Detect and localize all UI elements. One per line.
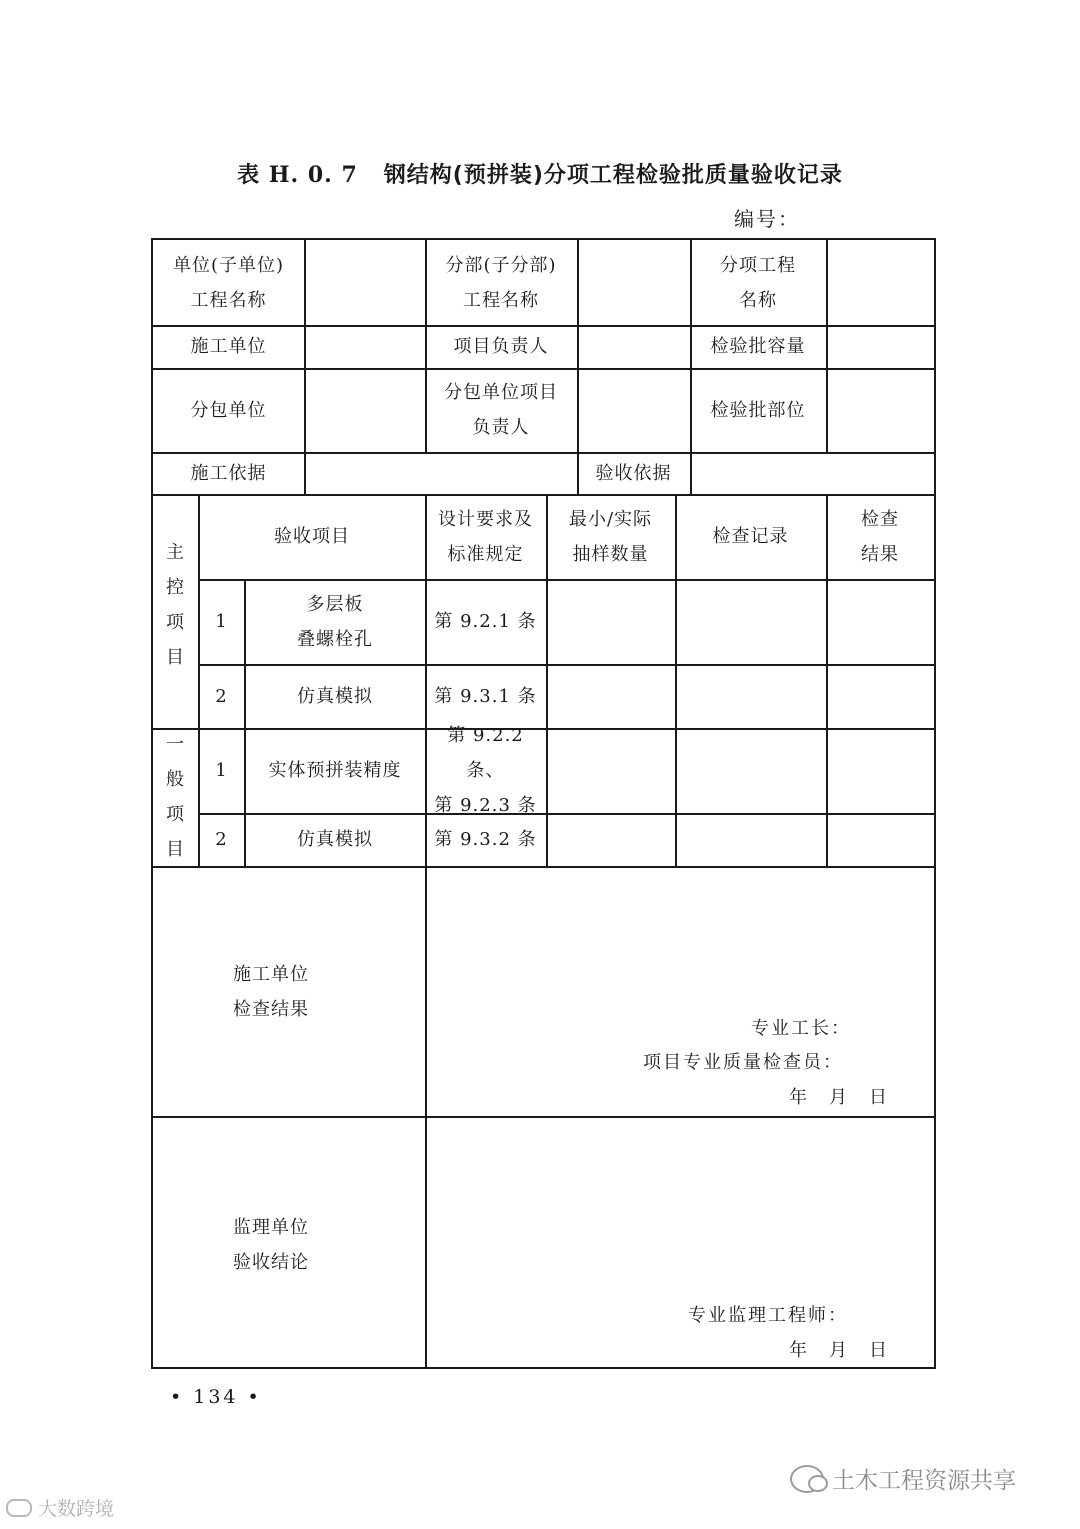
batch-location-label: 检验批部位 [710,399,806,421]
construction-basis-label: 施工依据 [190,462,267,484]
main-row-2-number: 2 [215,685,228,707]
construction-basis-value[interactable] [305,452,577,494]
batch-capacity-label: 检验批容量 [710,336,806,357]
logo-icon [6,1499,32,1517]
main-row-1-number: 1 [215,611,228,632]
main-row-2-record[interactable] [676,664,826,728]
general-row-1-result[interactable] [827,728,934,813]
general-row-1-item: 实体预拼装精度 [268,760,402,781]
main-row-2-sampling[interactable] [547,664,675,728]
general-row-2-sampling[interactable] [547,813,675,866]
general-row-1-sampling[interactable] [547,728,675,813]
general-row-2-record[interactable] [676,813,826,866]
table-code: 表 H. 0. 7 [237,162,358,188]
main-row-1-sampling[interactable] [547,579,675,664]
main-row-2-result[interactable] [827,664,934,728]
inspection-result-header: 检查 结果 [861,508,899,565]
inspection-record-header: 检查记录 [712,526,789,547]
main-row-2-clause: 第 9.3.1 条 [434,685,537,707]
watermark [790,1462,1016,1495]
wechat-icon [790,1465,824,1493]
general-row-1-record[interactable] [676,728,826,813]
sampling-quantity-header: 最小/实际 抽样数量 [568,508,653,565]
contractor-value[interactable] [305,325,425,368]
sub-item-name-label: 分项工程 名称 [720,254,796,311]
form-title [0,158,1080,189]
contractor-date-label: 年 月 日 [789,1087,889,1108]
general-row-2-result[interactable] [827,813,934,866]
subcontractor-label: 分包单位 [190,399,267,421]
watermark-secondary-text: 大数跨境 [38,1498,115,1520]
unit-project-name-label: 单位(子单位) 工程名称 [172,254,285,311]
quality-inspector-signature-label: 项目专业质量检查员： [643,1052,843,1073]
sub-manager-label: 分包单位项目 负责人 [444,382,558,438]
main-row-1-result[interactable] [827,579,934,664]
sub-manager-value[interactable] [578,368,690,452]
batch-location-value[interactable] [827,368,934,452]
division-project-name-label: 分部(子分部) 工程名称 [445,254,557,311]
main-row-2-item: 仿真模拟 [297,685,373,707]
main-row-1-clause: 第 9.2.1 条 [434,611,537,632]
watermark-secondary [6,1494,114,1521]
project-manager-value[interactable] [578,325,690,368]
sub-item-name-value[interactable] [827,240,934,325]
project-manager-label: 项目负责人 [453,336,549,357]
supervisor-conclusion-label: 监理单位 验收结论 [233,1217,309,1273]
general-items-label: 一 般 项 目 [166,734,185,860]
subcontractor-value[interactable] [305,368,425,452]
unit-project-name-value[interactable] [305,240,425,325]
design-requirement-header: 设计要求及 标准规定 [438,508,533,565]
acceptance-basis-label: 验收依据 [595,462,672,484]
watermark-text: 土木工程资源共享 [832,1468,1016,1494]
foreman-signature-label: 专业工长： [751,1018,851,1039]
acceptance-item-header: 验收项目 [274,526,350,547]
supervisor-date-label: 年 月 日 [789,1340,889,1361]
main-row-1-item: 多层板 叠螺栓孔 [297,593,373,650]
general-row-2-number: 2 [215,829,228,850]
acceptance-record-table [151,238,936,1369]
serial-number-label: 编号： [734,207,800,231]
page-number: • 134 • [170,1386,262,1408]
contractor-check-label: 施工单位 检查结果 [233,964,309,1020]
supervising-engineer-signature-label: 专业监理工程师： [688,1305,848,1326]
division-project-name-value[interactable] [578,240,690,325]
table-title-text: 钢结构(预拼装)分项工程检验批质量验收记录 [383,163,843,188]
batch-capacity-value[interactable] [827,325,934,368]
acceptance-basis-value[interactable] [691,452,934,494]
main-control-label: 主 控 项 目 [166,542,185,668]
main-row-1-record[interactable] [676,579,826,664]
general-row-2-item: 仿真模拟 [297,829,373,850]
general-row-1-number: 1 [215,760,228,781]
contractor-label: 施工单位 [190,336,267,357]
general-row-2-clause: 第 9.3.2 条 [434,829,537,850]
general-row-1-clause: 第 9.2.2 条、 第 9.2.3 条 [434,725,537,816]
